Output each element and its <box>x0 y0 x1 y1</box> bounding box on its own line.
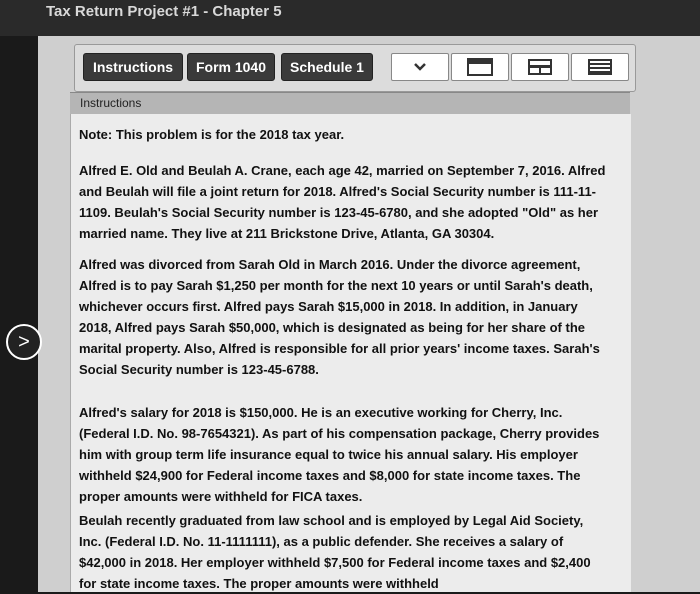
list-view-button[interactable] <box>571 53 629 81</box>
tab-instructions[interactable]: Instructions <box>83 53 183 81</box>
paragraph: Alfred was divorced from Sarah Old in March 2016. Under the divorce agreement, Alfred is to pay Sarah $1,250 per month for the next 10 years or until Sarah's death, whichever occurs first. Alfred pays Sarah $15,000 in 2018. In addition, in January 2018, Alfred pays Sarah $50,000, which is designated as being for her share of the marital property. Also, Alfred is responsible for all prior years' income taxes. Sarah's Social Security number is 123-45-6788. <box>79 257 600 377</box>
next-arrow-button[interactable] <box>6 324 42 360</box>
tab-form-1040[interactable]: Form 1040 <box>187 53 275 81</box>
window-view-button[interactable] <box>451 53 509 81</box>
window-title: Tax Return Project #1 - Chapter 5 <box>46 3 282 20</box>
window-icon <box>467 58 493 76</box>
dropdown-button[interactable] <box>391 53 449 81</box>
window-title-bar <box>0 0 700 36</box>
instructions-content <box>70 114 631 592</box>
next-arrow-icon: > <box>18 330 30 353</box>
chevron-down-icon <box>413 62 427 72</box>
grid-view-button[interactable] <box>511 53 569 81</box>
tab-bar <box>74 44 636 92</box>
content-header-label: Instructions <box>80 96 142 110</box>
paragraph: Alfred E. Old and Beulah A. Crane, each age 42, married on September 7, 2016. Alfred and Beulah will file a joint return for 2018. Alfred's Social Security number is 111-11-1109. Beulah's Social Security number is 123-45-6780, and she adopted "Old" as her married name. They live at 211 Brickstone Drive, Atlanta, GA 30304. <box>79 163 606 241</box>
paragraph: Beulah recently graduated from law school and is employed by Legal Aid Society, Inc. (Federal I.D. No. 11-1111111), as a public defender. She receives a salary of $42,000 in 2018. Her employer withheld $7,500 for Federal income taxes and $2,400 for state income taxes. The proper amounts were withheld <box>79 513 591 591</box>
content-header <box>70 92 630 115</box>
tab-schedule-1[interactable]: Schedule 1 <box>281 53 373 81</box>
list-icon <box>587 58 613 76</box>
paragraph: Alfred's salary for 2018 is $150,000. He is an executive working for Cherry, Inc. (Federal I.D. No. 98-7654321). As part of his compensation package, Cherry provides him with group term life insurance equal to twice his annual salary. His employer withheld $24,900 for Federal income taxes and $8,000 for state income taxes. The proper amounts were withheld for FICA taxes. <box>79 405 600 504</box>
note-text: Note: This problem is for the 2018 tax year. <box>79 127 345 142</box>
grid-icon <box>527 58 553 76</box>
